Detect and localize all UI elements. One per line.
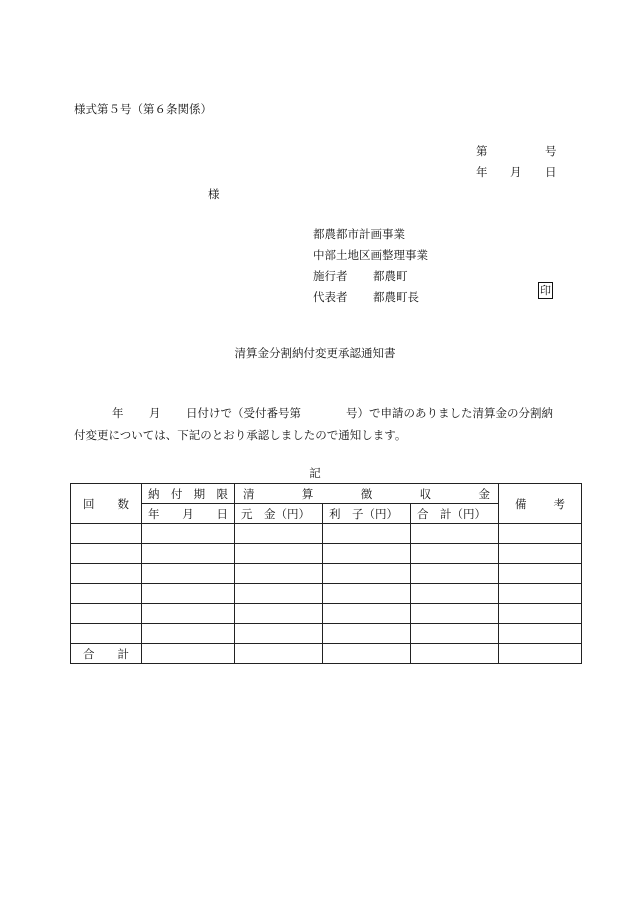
form-number: 様式第５号（第６条関係） bbox=[74, 102, 212, 116]
seal-mark: 印 bbox=[540, 284, 551, 297]
table-header-row-1 bbox=[71, 484, 582, 504]
header-biko: 備 考 bbox=[499, 484, 582, 524]
sender-block bbox=[313, 224, 428, 308]
sender-executor bbox=[313, 266, 428, 287]
header-ymd: 年 月 日 bbox=[142, 504, 235, 524]
total-row-label: 合 計 bbox=[71, 644, 142, 664]
body-month: 月 bbox=[149, 406, 161, 420]
date-month: 月 bbox=[510, 165, 522, 179]
table-row bbox=[71, 584, 582, 604]
table-row bbox=[71, 524, 582, 544]
installment-table bbox=[70, 483, 582, 664]
executor-value: 都農町 bbox=[373, 269, 408, 283]
header-interest: 利 子（円） bbox=[323, 504, 411, 524]
header-kai-su: 回 数 bbox=[71, 484, 142, 524]
addressee: 様 bbox=[208, 187, 220, 201]
header-deadline: 納 付 期 限 bbox=[142, 484, 235, 504]
representative-value: 都農町長 bbox=[373, 290, 419, 304]
body-go-rest: 号）で申請のありました清算金の分割納 bbox=[346, 406, 553, 420]
executor-label: 施行者 bbox=[313, 269, 348, 283]
body-year: 年 bbox=[112, 406, 124, 420]
doc-number-prefix: 第 bbox=[476, 144, 488, 158]
table-row bbox=[71, 604, 582, 624]
ki-heading: 記 bbox=[309, 466, 321, 480]
body-dated: 日付けで（受付番号第 bbox=[186, 406, 301, 420]
date-day: 日 bbox=[545, 165, 557, 179]
body-line-2: 付変更については、下記のとおり承認しましたので通知します。 bbox=[74, 428, 407, 442]
sender-representative bbox=[313, 287, 428, 308]
table-row bbox=[71, 564, 582, 584]
sender-project: 都農都市計画事業 bbox=[313, 227, 405, 241]
header-seisan: 清 算 徴 収 金 bbox=[235, 484, 499, 504]
doc-number-suffix: 号 bbox=[545, 144, 557, 158]
table-row bbox=[71, 624, 582, 644]
sender-project-2: 中部土地区画整理事業 bbox=[313, 248, 428, 262]
representative-label: 代表者 bbox=[313, 290, 348, 304]
date-year: 年 bbox=[476, 165, 488, 179]
table-total-row bbox=[71, 644, 582, 664]
header-principal: 元 金（円） bbox=[235, 504, 323, 524]
header-total: 合 計（円） bbox=[411, 504, 499, 524]
document-title: 清算金分割納付変更承認通知書 bbox=[234, 346, 396, 360]
table-row bbox=[71, 544, 582, 564]
